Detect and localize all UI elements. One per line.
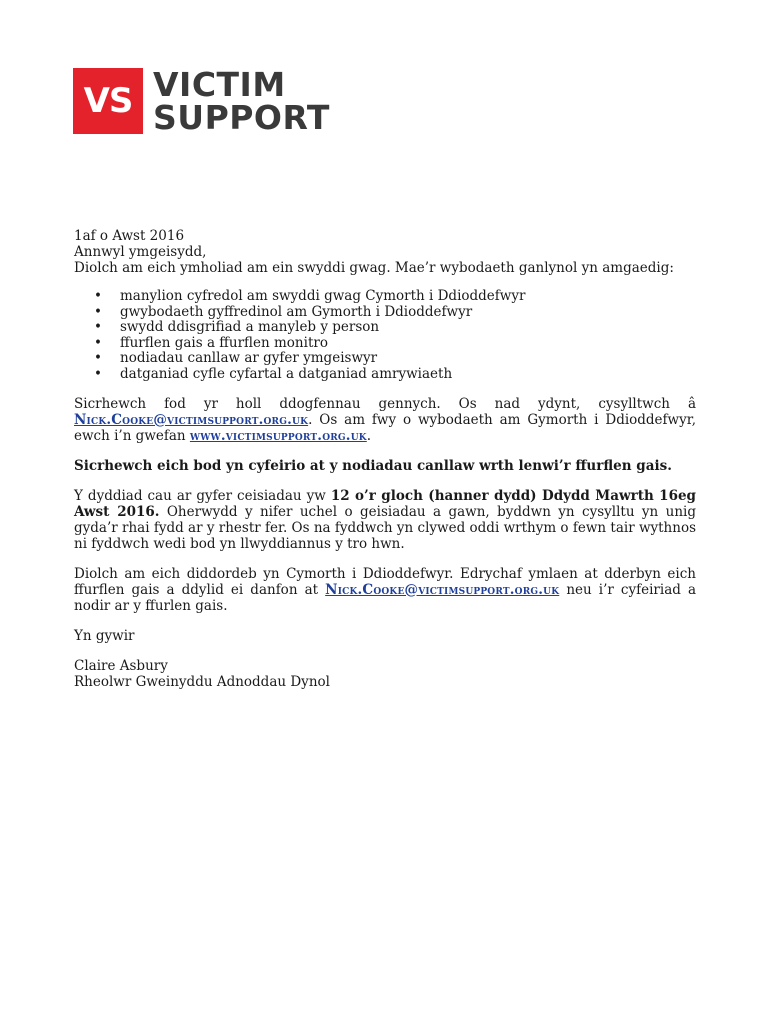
- list-item: • gwybodaeth gyffredinol am Gymorth i Ddioddefwyr: [94, 305, 696, 321]
- check-documents-paragraph: [74, 396, 696, 444]
- deadline-date: 12 o’r gloch (hanner dydd) Ddydd Mawrth 16eg Awst 2016.: [74, 487, 696, 520]
- letter-date: 1af o Awst 2016: [74, 228, 185, 244]
- list-item: • datganiad cyfle cyfartal a datganiad amrywiaeth: [94, 367, 696, 383]
- signoff: Yn gywir: [74, 627, 135, 644]
- deadline-paragraph: [74, 488, 696, 552]
- logo-line-2: SUPPORT: [153, 98, 330, 137]
- list-item: • manylion cyfredol am swyddi gwag Cymorth i Ddioddefwyr: [94, 289, 696, 305]
- closing-paragraph: [74, 566, 696, 614]
- logo-wordmark: [153, 65, 330, 137]
- logo-line-1: VICTIM: [153, 65, 286, 104]
- list-item: • swydd ddisgrifiad a manyleb y person: [94, 320, 696, 336]
- list-item: • nodiadau canllaw ar gyfer ymgeiswyr: [94, 351, 696, 367]
- deadline-text-1: Y dyddiad cau ar gyfer ceisiadau yw: [74, 487, 331, 504]
- signatory-title: Rheolwr Gweinyddu Adnoddau Dynol: [74, 673, 330, 690]
- enclosures-list: [74, 289, 696, 383]
- website-link[interactable]: www.victimsupport.org.uk: [189, 427, 367, 444]
- check-text-3: .: [366, 427, 372, 444]
- logo-badge: VS: [73, 68, 143, 134]
- check-text-2: . Os am fwy o wybodaeth am Gymorth i Ddioddefwyr, ewch i’n gwefan: [74, 411, 696, 444]
- letter-body: [74, 228, 696, 690]
- guidance-note: Sicrhewch eich bod yn cyfeirio at y nodiadau canllaw wrth lenwi’r ffurflen gais.: [74, 457, 672, 474]
- deadline-text-2: Oherwydd y nifer uchel o geisiadau a gawn, byddwn yn cysylltu yn unig gyda’r rhai fydd ar y rhestr fer. Os na fyddwch yn clywed oddi wrthym o fewn tair wythnos ni fyddwch wedi bod yn llwyddiannus y tro hwn.: [74, 503, 696, 552]
- closing-text-2: neu i’r cyfeiriad a nodir ar y ffurlen gais.: [74, 581, 697, 614]
- intro-paragraph: Diolch am eich ymholiad am ein swyddi gwag. Mae’r wybodaeth ganlynol yn amgaedig:: [74, 260, 674, 276]
- check-text-1: Sicrhewch fod yr holl ddogfennau gennych. Os nad ydynt, cysylltwch â: [74, 395, 696, 412]
- closing-text-1: Diolch am eich diddordeb yn Cymorth i Ddioddefwyr. Edrychaf ymlaen at dderbyn eich ffurflen gais a ddylid ei danfon at: [74, 565, 696, 598]
- signatory-name: Claire Asbury: [74, 657, 168, 674]
- contact-email-link[interactable]: Nick.Cooke@victimsupport.org.uk: [74, 411, 309, 428]
- list-item: • ffurflen gais a ffurflen monitro: [94, 336, 696, 352]
- closing-email-link[interactable]: Nick.Cooke@victimsupport.org.uk: [325, 581, 560, 598]
- victim-support-logo: [73, 65, 330, 137]
- salutation: Annwyl ymgeisydd,: [74, 244, 207, 260]
